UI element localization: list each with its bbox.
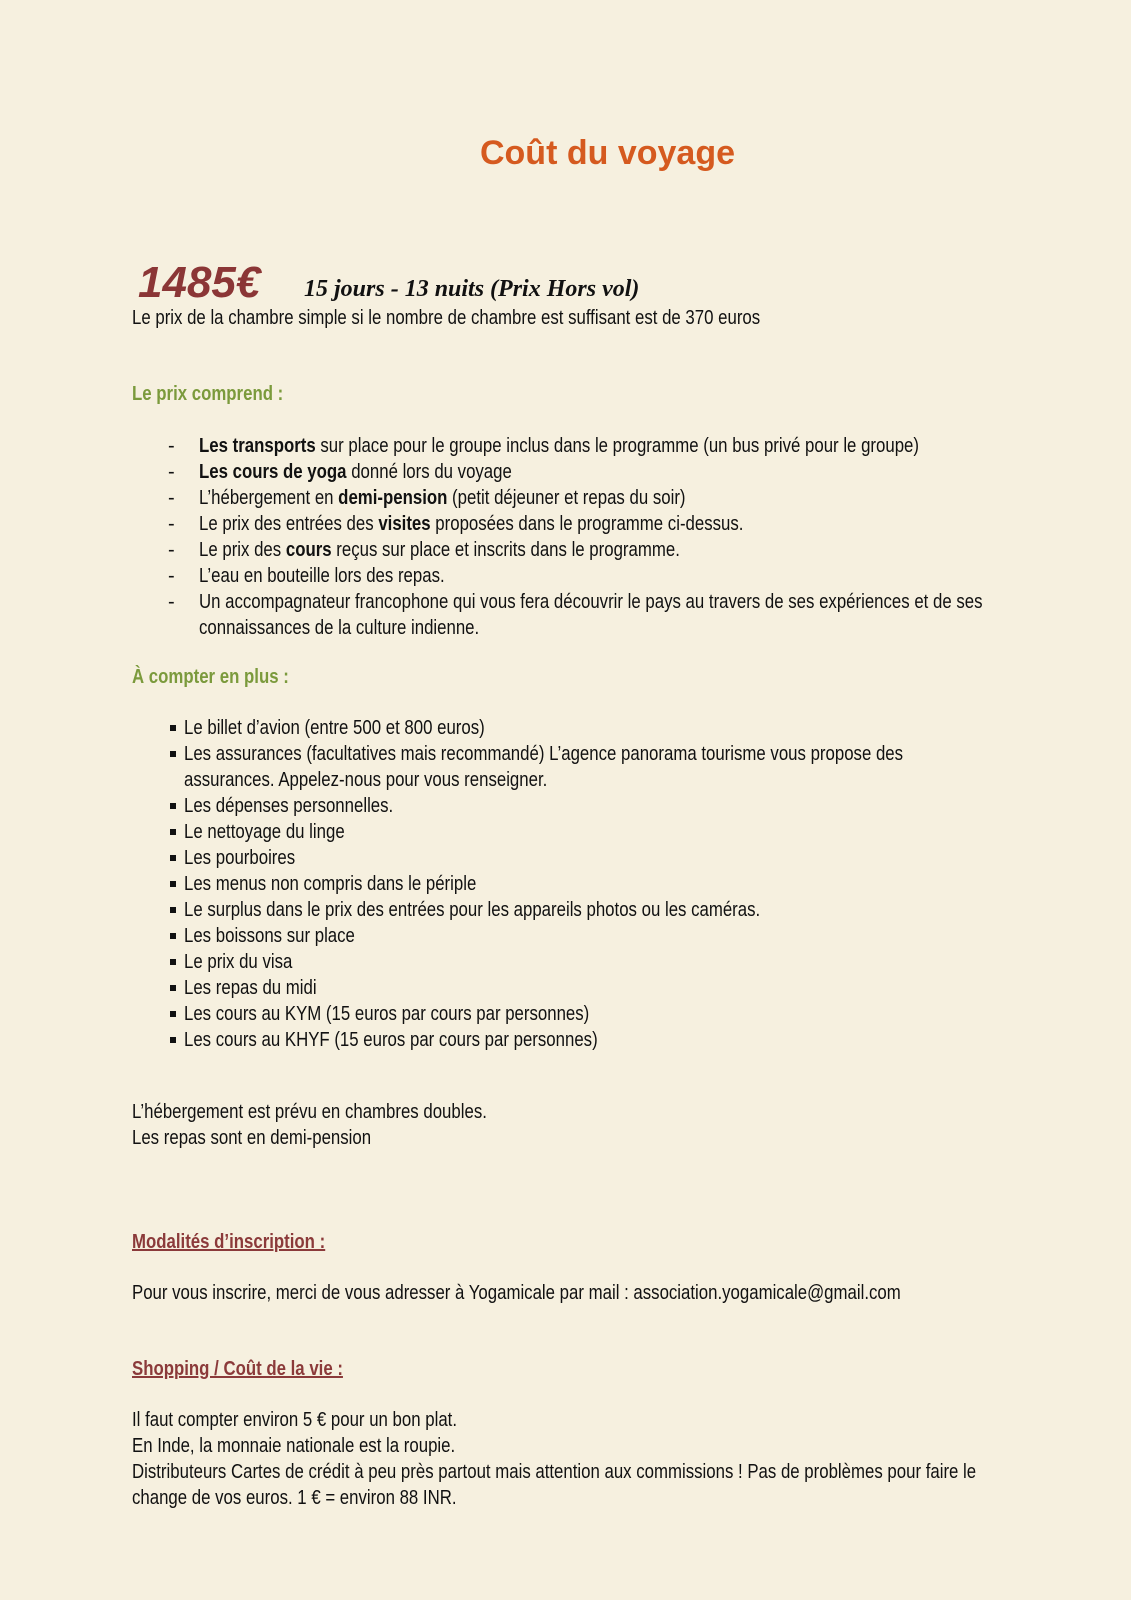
included-item — [199, 537, 680, 563]
registration-heading: Modalités d’inscription : — [132, 1231, 326, 1253]
item-text: (petit déjeuner et repas du soir) — [447, 487, 686, 509]
extra-item-continuation: assurances. Appelez-nous pour vous renseigner. — [184, 769, 548, 791]
trip-price: 1485€ — [138, 258, 261, 307]
included-item — [199, 589, 983, 615]
included-item-continuation: connaissances de la culture indienne. — [199, 617, 480, 639]
square-bullet-icon — [170, 751, 176, 757]
square-bullet-icon — [170, 881, 176, 887]
extra-item: Les pourboires — [184, 847, 296, 869]
shopping-line: En Inde, la monnaie nationale est la roupie. — [132, 1435, 456, 1457]
included-item — [199, 563, 445, 589]
extra-item: Les repas du midi — [184, 977, 317, 999]
square-bullet-icon — [170, 907, 176, 913]
dash-bullet-icon: - — [168, 461, 175, 483]
square-bullet-icon — [170, 829, 176, 835]
extra-item: Le billet d’avion (entre 500 et 800 euros) — [184, 717, 485, 739]
included-item — [199, 511, 743, 537]
item-bold-text: demi-pension — [338, 487, 448, 509]
lodging-line: L’hébergement est prévu en chambres doubles. — [132, 1101, 487, 1123]
item-text: Le prix des entrées des — [199, 513, 379, 535]
included-heading: Le prix comprend : — [132, 383, 284, 405]
extra-item: Le surplus dans le prix des entrées pour les appareils photos ou les caméras. — [184, 899, 761, 921]
item-text: Le prix des — [199, 539, 286, 561]
item-bold-text: cours — [285, 539, 332, 561]
extra-item: Le nettoyage du linge — [184, 821, 345, 843]
extra-item: Les assurances (facultatives mais recommandé) L’agence panorama tourisme vous propose des — [184, 743, 904, 765]
extra-item: Les boissons sur place — [184, 925, 355, 947]
square-bullet-icon — [170, 1011, 176, 1017]
single-room-price: Le prix de la chambre simple si le nombre de chambre est suffisant est de 370 euros — [132, 307, 761, 329]
shopping-heading: Shopping / Coût de la vie : — [132, 1358, 343, 1380]
item-bold-text: Les cours de yoga — [199, 461, 347, 483]
extra-item: Le prix du visa — [184, 951, 293, 973]
dash-bullet-icon: - — [168, 565, 175, 587]
square-bullet-icon — [170, 1037, 176, 1043]
extra-item: Les menus non compris dans le périple — [184, 873, 477, 895]
registration-text: Pour vous inscrire, merci de vous adresser à Yogamicale par mail : association.yogamicale@gmail.com — [132, 1282, 901, 1304]
item-text: sur place pour le groupe inclus dans le programme (un bus privé pour le groupe) — [315, 435, 919, 457]
item-bold-text: visites — [378, 513, 431, 535]
dash-bullet-icon: - — [168, 513, 175, 535]
shopping-line: Il faut compter environ 5 € pour un bon plat. — [132, 1409, 458, 1431]
dash-bullet-icon: - — [168, 539, 175, 561]
included-item — [199, 485, 686, 511]
square-bullet-icon — [170, 725, 176, 731]
item-text: L’eau en bouteille lors des repas. — [199, 565, 445, 587]
extra-heading: À compter en plus : — [132, 666, 289, 688]
trip-duration: 15 jours - 13 nuits (Prix Hors vol) — [304, 276, 640, 302]
extra-item: Les dépenses personnelles. — [184, 795, 394, 817]
shopping-line: change de vos euros. 1 € = environ 88 INR. — [132, 1487, 457, 1509]
shopping-line: Distributeurs Cartes de crédit à peu près partout mais attention aux commissions ! Pas de problèmes pour faire le — [132, 1461, 977, 1483]
item-text: Un accompagnateur francophone qui vous fera découvrir le pays au travers de ses expériences et de ses — [199, 591, 983, 613]
dash-bullet-icon: - — [168, 435, 175, 457]
square-bullet-icon — [170, 985, 176, 991]
item-text: donné lors du voyage — [346, 461, 512, 483]
extra-item: Les cours au KYM (15 euros par cours par personnes) — [184, 1003, 590, 1025]
square-bullet-icon — [170, 803, 176, 809]
item-text: reçus sur place et inscrits dans le programme. — [331, 539, 680, 561]
included-item — [199, 433, 919, 459]
item-text: L’hébergement en — [199, 487, 339, 509]
included-item — [199, 459, 512, 485]
square-bullet-icon — [170, 959, 176, 965]
extra-item: Les cours au KHYF (15 euros par cours par personnes) — [184, 1029, 598, 1051]
meals-line: Les repas sont en demi-pension — [132, 1127, 372, 1149]
item-bold-text: Les transports — [199, 435, 316, 457]
item-text: proposées dans le programme ci-dessus. — [430, 513, 744, 535]
dash-bullet-icon: - — [168, 487, 175, 509]
square-bullet-icon — [170, 933, 176, 939]
square-bullet-icon — [170, 855, 176, 861]
page-title: Coût du voyage — [479, 134, 736, 172]
dash-bullet-icon: - — [168, 591, 175, 613]
